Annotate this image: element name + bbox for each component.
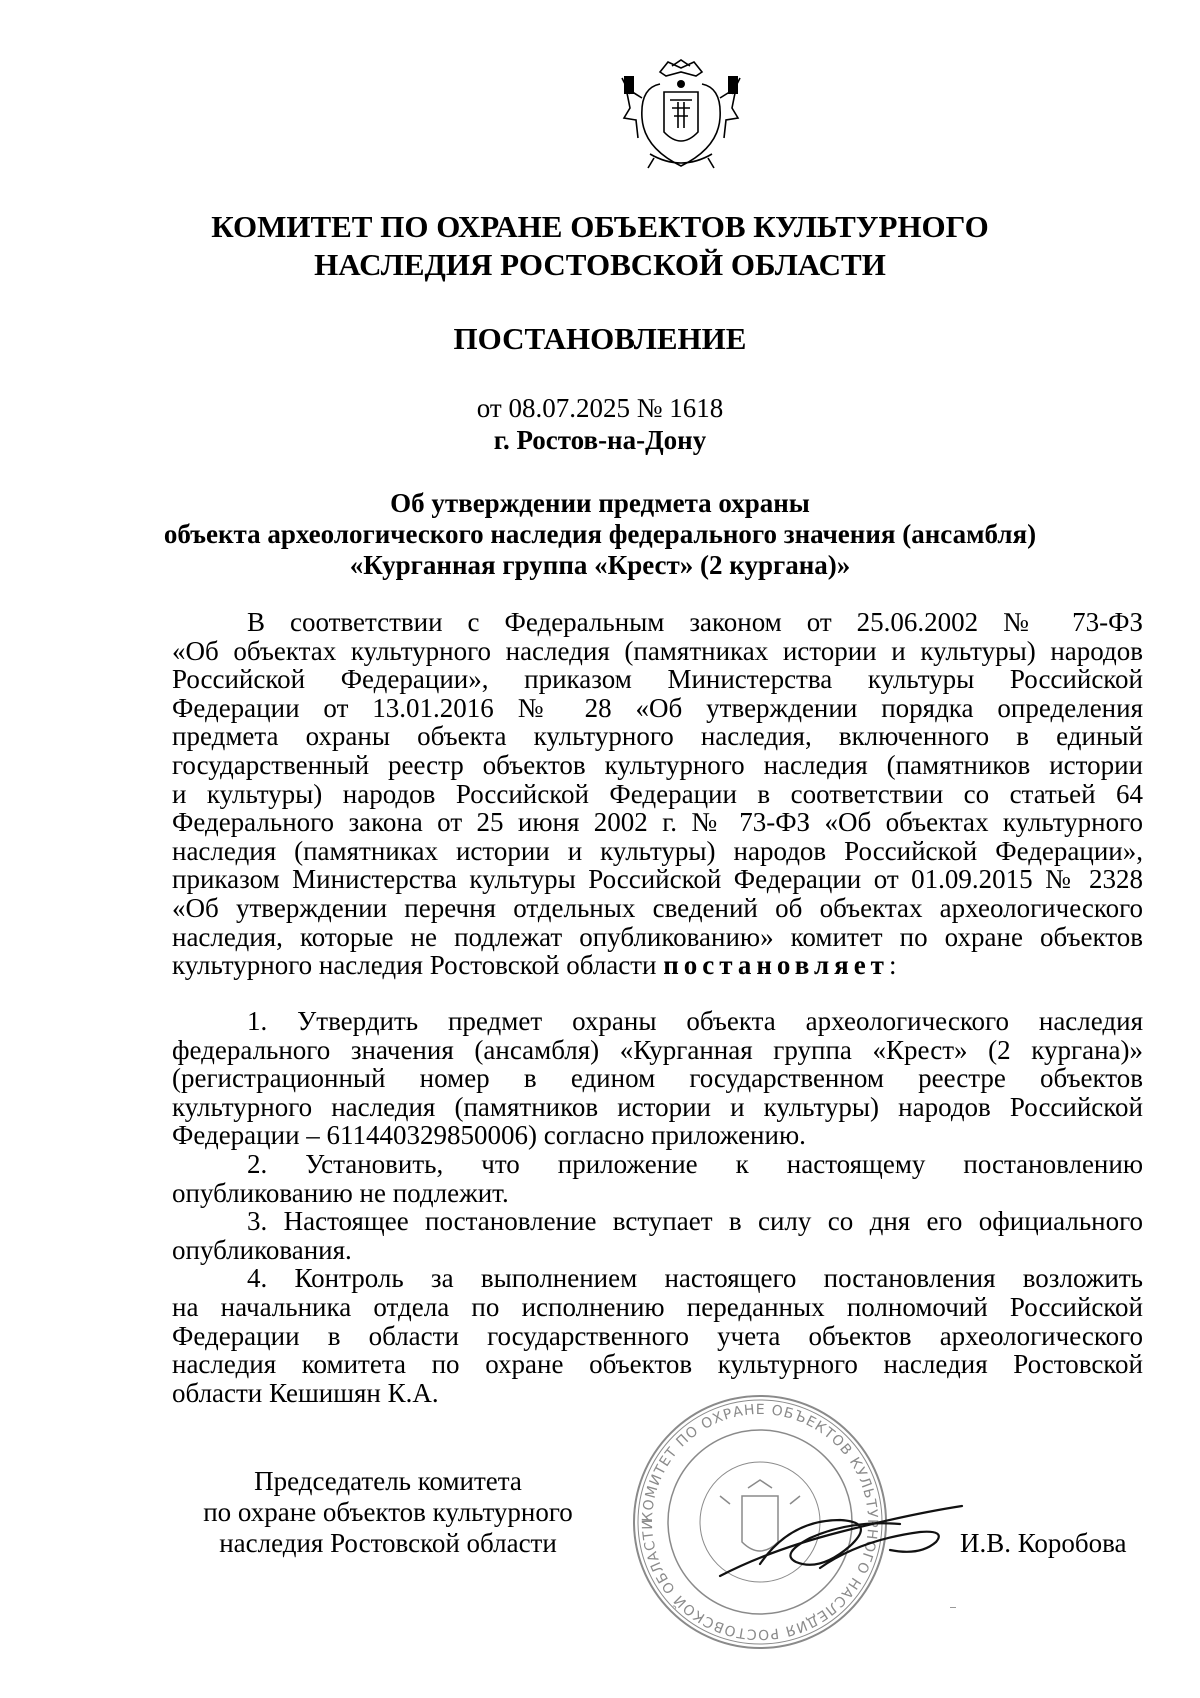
item-1-line: Федерации – 611440329850006) согласно приложению.: [172, 1120, 806, 1151]
agency-name-line2: НАСЛЕДИЯ РОСТОВСКОЙ ОБЛАСТИ: [314, 247, 886, 282]
text-line: наследия (памятниках истории и культуры) народов Российской Федерации»,: [172, 835, 1143, 866]
item-1-line: (регистрационный номер в едином государственном реестре объектов: [172, 1063, 1143, 1094]
signatory-title-line3: наследия Ростовской области: [219, 1528, 557, 1558]
item-1-line: 1. Утвердить предмет охраны объекта археологического наследия: [247, 1006, 1143, 1036]
text-line: Российской Федерации», приказом Министерства культуры Российской: [172, 664, 1143, 695]
text-segment: :: [888, 950, 897, 981]
item-4-line: области Кешишян К.А.: [172, 1377, 439, 1408]
text-line: приказом Министерства культуры Российской Федерации от 01.09.2015 № 2328: [172, 864, 1143, 895]
text-line-final: [172, 951, 1143, 980]
date-and-number: от 08.07.2025 № 1618: [476, 393, 724, 423]
text-line: «Об объектах культурного наследия (памятниках истории и культуры) народов: [172, 635, 1143, 666]
subject-line2: объекта археологического наследия федерального значения (ансамбля): [163, 519, 1037, 549]
coat-of-arms-emblem: [620, 58, 742, 172]
scan-mark: [950, 1607, 956, 1608]
text-line: Федерального закона от 25 июня 2002 г. № 73-ФЗ «Об объектах культурного: [172, 807, 1143, 838]
text-line: предмета охраны объекта культурного наследия, включенного в единый: [172, 721, 1143, 752]
text-line: государственный реестр объектов культурного наследия (памятников истории: [172, 749, 1143, 780]
item-1-line: культурного наследия (памятников истории и культуры) народов Российской: [172, 1091, 1143, 1122]
signatory-name: И.В. Коробова: [960, 1528, 1127, 1558]
item-4-line: наследия комитета по охране объектов культурного наследия Ростовской: [172, 1349, 1143, 1380]
agency-name-line1: КОМИТЕТ ПО ОХРАНЕ ОБЪЕКТОВ КУЛЬТУРНОГО: [211, 209, 989, 244]
text-line: и культуры) народов Российской Федерации в соответствии со статьей 64: [172, 778, 1143, 809]
city: г. Ростов-на-Дону: [493, 425, 707, 455]
item-4-line: 4. Контроль за выполнением настоящего постановления возложить: [247, 1263, 1143, 1294]
item-1-line: федерального значения (ансамбля) «Курганная группа «Крест» (2 кургана)»: [172, 1034, 1143, 1065]
handwritten-signature: [700, 1480, 980, 1600]
subject-line3: «Курганная группа «Крест» (2 кургана)»: [349, 550, 851, 580]
item-4-line: Федерации в области государственного учета объектов археологического: [172, 1320, 1143, 1351]
signatory-title-line1: Председатель комитета: [254, 1466, 522, 1496]
item-2-line: 2. Установить, что приложение к настоящему постановлению: [247, 1148, 1143, 1179]
item-4-line: на начальника отдела по исполнению переданных полномочий Российской: [172, 1291, 1143, 1322]
subject-line1: Об утверждении предмета охраны: [390, 488, 810, 518]
item-2-line: опубликованию не подлежит.: [172, 1177, 509, 1208]
item-3-line: опубликования.: [172, 1234, 352, 1265]
decree-word: постановляет: [663, 950, 889, 981]
item-3-line: 3. Настоящее постановление вступает в силу со дня его официального: [247, 1206, 1143, 1237]
text-line: Федерации от 13.01.2016 № 28 «Об утверждении порядка определения: [172, 692, 1143, 723]
text-line: наследия, которые не подлежат опубликованию» комитет по охране объектов: [172, 921, 1143, 952]
text-line: В соответствии с Федеральным законом от 25.06.2002 № 73-ФЗ: [247, 607, 1143, 637]
signatory-title: [178, 1466, 598, 1559]
decree-items: [172, 1007, 1143, 1407]
document-subject: [0, 488, 1200, 581]
text-line: «Об утверждении перечня отдельных сведений об объектах археологического: [172, 892, 1143, 923]
document-type: ПОСТАНОВЛЕНИЕ: [453, 321, 747, 356]
preamble-paragraph: [172, 608, 1143, 980]
agency-name: [0, 208, 1200, 284]
text-segment: культурного наследия Ростовской области: [172, 950, 664, 981]
signatory-title-line2: по охране объектов культурного: [203, 1497, 573, 1527]
seal-text: КОМИТЕТ ПО ОХРАНЕ ОБЪЕКТОВ КУЛЬТУРНОГО НАСЛЕДИЯ РОСТОВСКОЙ ОБЛАСТИ: [639, 1401, 881, 1643]
